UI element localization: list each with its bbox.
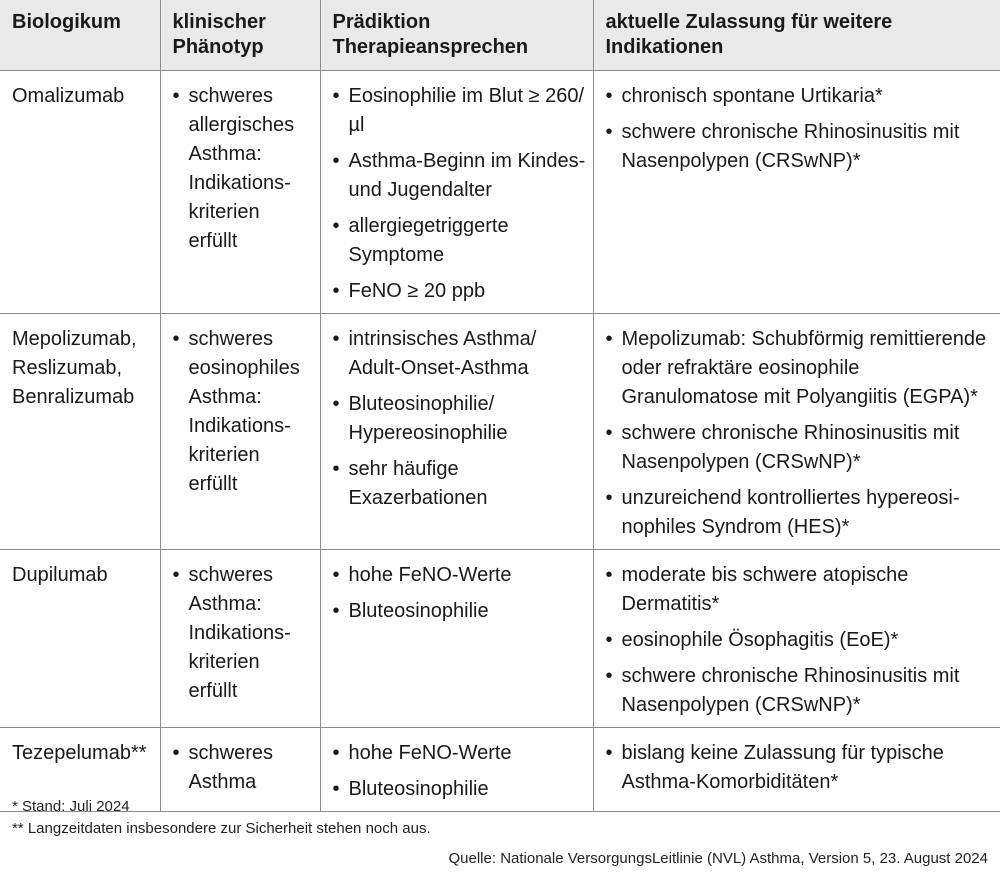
indications-cell — [593, 70, 1000, 313]
prediction-item: • allergiegetriggerte Symptome — [333, 212, 587, 270]
prediction-item: • intrinsisches Asthma/ Adult-Onset-Asthma — [333, 325, 587, 383]
phenotype-cell — [160, 549, 320, 727]
prediction-item: • Eosinophilie im Blut ≥ 260/µl — [333, 82, 587, 140]
drug-name: Tezepelumab** — [12, 741, 147, 764]
prediction-item: • Bluteosinophilie — [333, 775, 587, 804]
prediction-item: • sehr häufige Exazerbationen — [333, 455, 587, 513]
drug-cell — [0, 70, 160, 313]
drug-name: Benralizumab — [12, 385, 135, 408]
table-header — [0, 0, 1000, 70]
phenotype-item: • schweres allergisches Asthma: Indikationskriterien erfüllt — [173, 82, 314, 256]
indication-item: • unzureichend kontrolliertes hypereosinophiles Syndrom (HES)* — [606, 484, 995, 542]
drug-cell — [0, 549, 160, 727]
prediction-item: • Bluteosinophilie/ Hypereosinophilie — [333, 390, 587, 448]
indication-item: • bislang keine Zulassung für typische Asthma-Komorbiditäten* — [606, 739, 995, 797]
prediction-item: • hohe FeNO-Werte — [333, 561, 587, 590]
drug-name: Mepolizumab, — [12, 327, 137, 350]
prediction-item: • Bluteosinophilie — [333, 597, 587, 626]
phenotype-item: • schweres Asthma: Indikationskriterien erfüllt — [173, 561, 314, 706]
drug-name: Reslizumab, — [12, 356, 123, 379]
indication-item: • schwere chronische Rhinosinusitis mit Nasenpolypen (CRSwNP)* — [606, 118, 995, 176]
table-row — [0, 70, 1000, 313]
table-body — [0, 70, 1000, 811]
header-prediction: Prädiktion Therapieansprechen — [320, 0, 593, 70]
table-row — [0, 549, 1000, 727]
prediction-cell — [320, 549, 593, 727]
drug-cell — [0, 313, 160, 549]
header-phenotype: klinischer Phänotyp — [160, 0, 320, 70]
source-note: Quelle: Nationale VersorgungsLeitlinie (NVL) Asthma, Version 5, 23. August 2024 — [448, 850, 988, 867]
phenotype-item: • schweres eosinophiles Asthma: Indikationskriterien erfüllt — [173, 325, 314, 499]
prediction-item: • hohe FeNO-Werte — [333, 739, 587, 768]
indications-cell — [593, 727, 1000, 811]
indications-cell — [593, 549, 1000, 727]
header-row — [0, 0, 1000, 70]
drug-name: Omalizumab — [12, 84, 125, 107]
indication-item: • schwere chronische Rhinosinusitis mit Nasenpolypen (CRSwNP)* — [606, 662, 995, 720]
header-biologikum: Biologikum — [0, 0, 160, 70]
footnotes — [12, 796, 431, 840]
footnote: * Stand: Juli 2024 — [12, 798, 130, 815]
indication-item: • schwere chronische Rhinosinusitis mit Nasenpolypen (CRSwNP)* — [606, 419, 995, 477]
drug-name: Dupilumab — [12, 563, 108, 586]
header-indications: aktuelle Zulassung für weitere Indikationen — [593, 0, 1000, 70]
indications-cell — [593, 313, 1000, 549]
footnote: ** Langzeitdaten insbesondere zur Sicherheit stehen noch aus. — [12, 820, 431, 837]
prediction-item: • FeNO ≥ 20 ppb — [333, 277, 587, 306]
phenotype-item: • schweres Asthma — [173, 739, 314, 797]
prediction-cell — [320, 313, 593, 549]
indication-item: • chronisch spontane Urtikaria* — [606, 82, 995, 111]
prediction-cell — [320, 70, 593, 313]
indication-item: • eosinophile Ösophagitis (EoE)* — [606, 626, 995, 655]
prediction-item: • Asthma-Beginn im Kindes- und Jugendalter — [333, 147, 587, 205]
indication-item: • moderate bis schwere atopische Dermatitis* — [606, 561, 995, 619]
indication-item: • Mepolizumab: Schubförmig remittierende oder refraktäre eosinophile Granulomatose mit Polyangiitis (EGPA)* — [606, 325, 995, 412]
phenotype-cell — [160, 313, 320, 549]
table-row — [0, 313, 1000, 549]
phenotype-cell — [160, 70, 320, 313]
